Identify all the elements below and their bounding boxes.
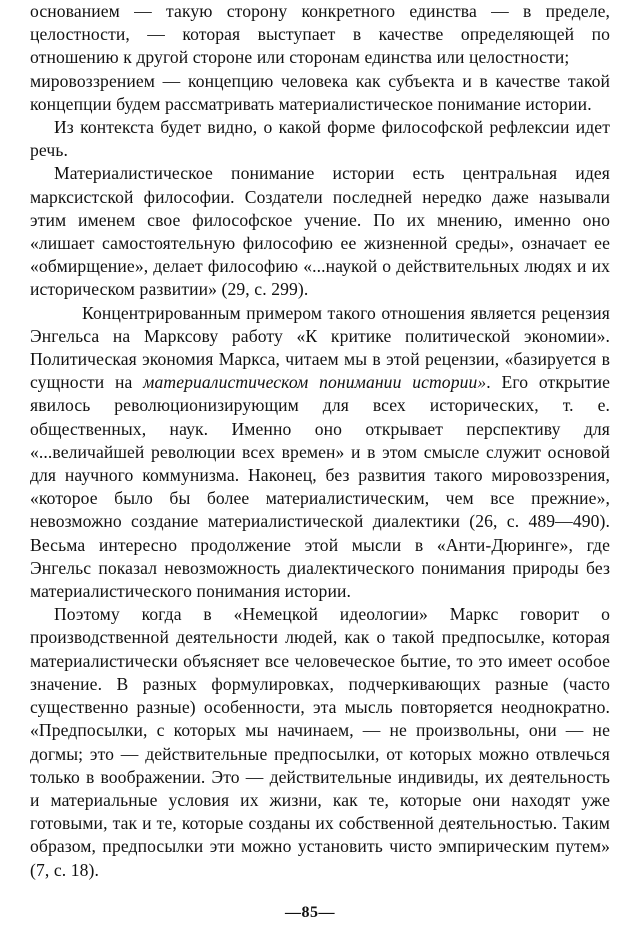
paragraph-worldview-definition: мировоззрением — концепцию человека как субъекта и в качестве такой концепции будем рассматривать материалистическое понимание истории. [30,70,610,114]
engels-review-text-a: Концентрированным примером такого отношения является рецензия Энгельса на Марксову работу «К критике политической экономии». Политическая экономия Маркса, читаем мы в этой рецензии, «базируется в сущности на [30,302,610,393]
paragraph-context-note: Из контекста будет видно, о какой форме философской рефлексии идет речь. [30,117,610,161]
paragraph-basis-definition: основанием — такую сторону конкретного единства — в пределе, целостности, — которая выступает в качестве определяющей по отношению к другой стороне или сторонам единства или целостности; [30,1,610,68]
paragraph-german-ideology: Поэтому когда в «Немецкой идеологии» Маркс говорит о производственной деятельности людей, как о такой предпосылке, которая материалистически объясняет все человеческое бытие, то это имеет особое значение. В разных формулировках, подчеркивающих разные (часто существенно разные) особенности, эта мысль повторяется неоднократно. «Предпосылки, с которых мы начинаем, — не произвольны, они — не догмы; это — действительные предпосылки, от которых можно отвлечься только в воображении. Это — действительные индивиды, их деятельность и материальные условия их жизни, как те, которые они находят уже готовыми, так и те, которые созданы их собственной деятельностью. Таким образом, предпосылки эти можно установить чисто эмпирическим путем» (7, с. 18). [30,604,610,880]
engels-review-emphasis: материалистическом понимании истории» [143,372,487,393]
body-text [30,0,610,882]
page-number: —85— [285,904,335,921]
paragraph-materialist-history: Материалистическое понимание истории есть центральная идея марксистской философии. Создатели последней нередко даже называли этим именем свое философское учение. По их мнению, именно оно «лишает самостоятельную философию ее жизненной среды», означает ее «обмирщение», делает философию «...наукой о действительных людях и их историческом развитии» (29, с. 299). [30,163,610,300]
engels-review-text-b: . Его открытие явилось революционизирующим для всех исторических, т. е. общественных, наук. Именно оно открывает перспективу для «...величайшей революции всех времен» и в этом смысле служит основой для научного коммунизма. Наконец, без развития такого мировоззрения, «которое было бы более материалистическим, чем все прежние», невозможно создание материалистической диалектики (26, с. 489—490). Весьма интересно продолжение этой мысли в «Анти-Дюринге», где Энгельс показал невозможность диалектического понимания природы без материалистического понимания истории. [30,372,610,602]
paragraph-engels-review [30,302,610,604]
